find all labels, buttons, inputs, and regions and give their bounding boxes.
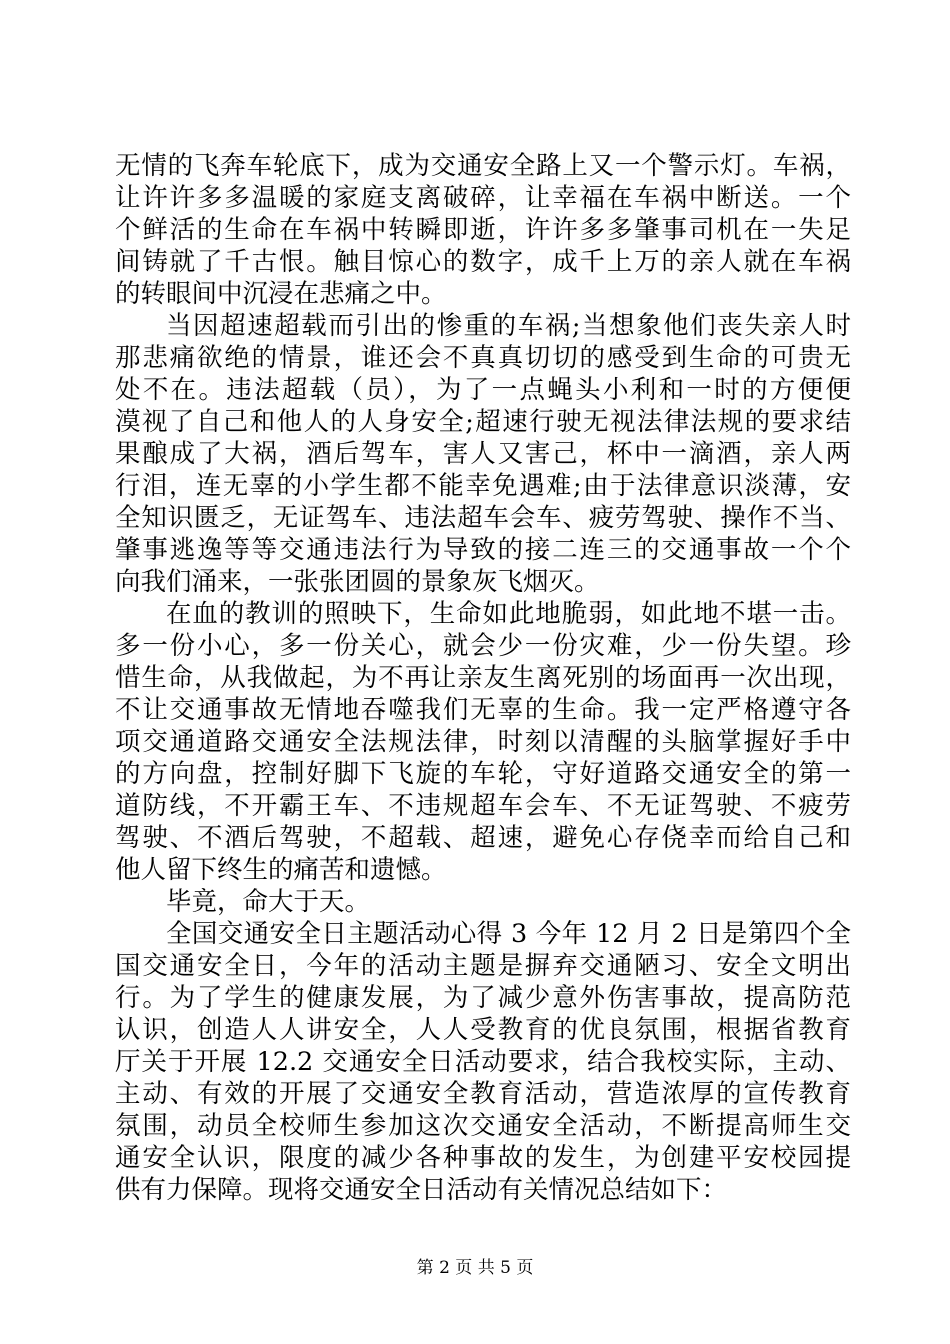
text-line: 让许许多多温暖的家庭支离破碎，让幸福在车祸中断送。一个 <box>115 183 851 213</box>
text-line: 的方向盘，控制好脚下飞旋的车轮，守好道路交通安全的第一 <box>115 759 851 789</box>
text-line: 行泪，连无辜的小学生都不能幸免遇难;由于法律意识淡薄，安 <box>115 471 851 501</box>
text-line: 漠视了自己和他人的人身安全;超速行驶无视法律法规的要求结 <box>115 407 851 437</box>
text-line: 的转眼间中沉浸在悲痛之中。 <box>115 279 447 309</box>
text-line: 当因超速超载而引出的惨重的车祸;当想象他们丧失亲人时 <box>166 311 851 341</box>
text-line: 在血的教训的照映下，生命如此地脆弱，如此地不堪一击。 <box>166 599 851 629</box>
text-line: 无情的飞奔车轮底下，成为交通安全路上又一个警示灯。车祸， <box>115 151 851 181</box>
text-line: 供有力保障。现将交通安全日活动有关情况总结如下： <box>115 1175 728 1205</box>
text-line: 国交通安全日，今年的活动主题是摒弃交通陋习、安全文明出 <box>115 951 851 981</box>
text-line: 个鲜活的生命在车祸中转瞬即逝，许许多多肇事司机在一失足 <box>115 215 851 245</box>
text-line: 全国交通安全日主题活动心得 3 今年 12 月 2 日是第四个全 <box>166 919 851 949</box>
text-line: 向我们涌来，一张张团圆的景象灰飞烟灭。 <box>115 567 600 597</box>
text-line: 处不在。违法超载（员），为了一点蝇头小利和一时的方便便 <box>115 375 851 405</box>
text-line: 厅关于开展 12.2 交通安全日活动要求，结合我校实际，主动、 <box>115 1047 851 1077</box>
text-line: 行。为了学生的健康发展，为了减少意外伤害事故，提高防范 <box>115 983 851 1013</box>
text-line: 认识，创造人人讲安全，人人受教育的优良氛围，根据省教育 <box>115 1015 851 1045</box>
text-line: 他人留下终生的痛苦和遗憾。 <box>115 855 447 885</box>
text-line: 不让交通事故无情地吞噬我们无辜的生命。我一定严格遵守各 <box>115 695 851 725</box>
text-line: 那悲痛欲绝的情景，谁还会不真真切切的感受到生命的可贵无 <box>115 343 851 373</box>
page-footer: 第 2 页 共 5 页 <box>416 1258 534 1278</box>
text-line: 通安全认识，限度的减少各种事故的发生，为创建平安校园提 <box>115 1143 851 1173</box>
text-line: 多一份小心，多一份关心，就会少一份灾难，少一份失望。珍 <box>115 631 851 661</box>
text-line: 肇事逃逸等等交通违法行为导致的接二连三的交通事故一个个 <box>115 535 851 565</box>
text-line: 全知识匮乏，无证驾车、违法超车会车、疲劳驾驶、操作不当、 <box>115 503 851 533</box>
text-line: 项交通道路交通安全法规法律，时刻以清醒的头脑掌握好手中 <box>115 727 851 757</box>
text-line: 驾驶、不酒后驾驶，不超载、超速，避免心存侥幸而给自己和 <box>115 823 851 853</box>
text-line: 惜生命，从我做起，为不再让亲友生离死别的场面再一次出现， <box>115 663 851 693</box>
text-line: 道防线，不开霸王车、不违规超车会车、不无证驾驶、不疲劳 <box>115 791 851 821</box>
text-line: 主动、有效的开展了交通安全教育活动，营造浓厚的宣传教育 <box>115 1079 851 1109</box>
text-line: 毕竟，命大于天。 <box>166 887 371 917</box>
text-line: 氛围，动员全校师生参加这次交通安全活动，不断提高师生交 <box>115 1111 851 1141</box>
text-line: 间铸就了千古恨。触目惊心的数字，成千上万的亲人就在车祸 <box>115 247 851 277</box>
text-line: 果酿成了大祸，酒后驾车，害人又害己，杯中一滴酒，亲人两 <box>115 439 851 469</box>
document-body <box>115 150 851 1206</box>
